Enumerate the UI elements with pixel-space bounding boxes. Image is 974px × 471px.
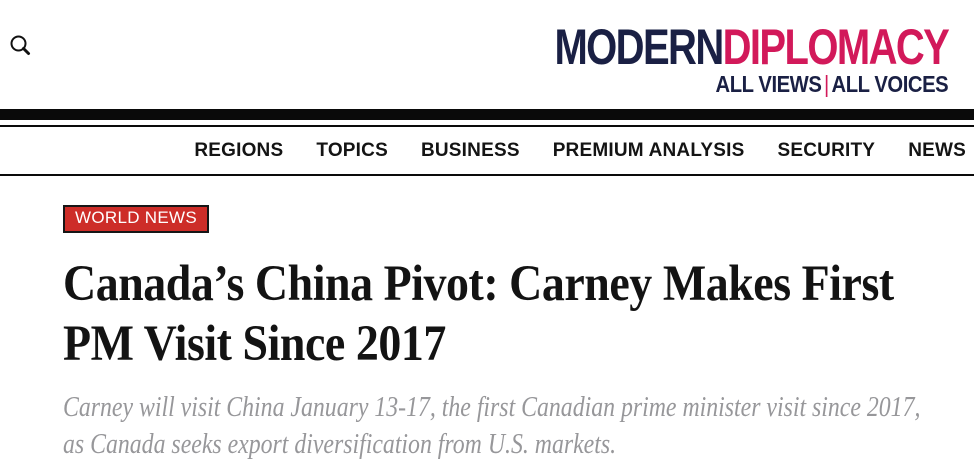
nav-item-security[interactable]: SECURITY [777,139,876,161]
site-header [0,0,974,109]
nav-item-premium-analysis[interactable]: PREMIUM ANALYSIS [552,139,745,161]
search-button[interactable] [8,34,32,58]
nav-item-news[interactable]: NEWS [908,139,966,161]
category-badge[interactable]: WORLD NEWS [63,205,209,233]
logo-text-modern: MODERN [554,19,723,75]
article-title-line2: PM Visit Since 2017 [63,316,446,372]
search-icon [9,34,31,56]
main-navigation [0,125,974,176]
article-title [63,254,894,374]
tagline-separator: | [823,71,829,97]
article-subtitle [63,389,921,463]
logo-tagline [515,71,948,98]
nav-item-topics[interactable]: TOPICS [316,139,388,161]
logo-wordmark [554,19,948,75]
nav-item-regions[interactable]: REGIONS [194,139,284,161]
header-divider-bar [0,109,974,120]
article-title-line1: Canada’s China Pivot: Carney Makes First [63,256,894,312]
article-hero [0,176,974,463]
article-subtitle-line1: Carney will visit China January 13-17, the first Canadian prime minister visit since 2017, [63,392,921,423]
logo-text-diplomacy: DIPLOMACY [722,19,948,75]
tagline-right: ALL VOICES [831,71,948,97]
article-subtitle-line2: as Canada seeks export diversification from U.S. markets. [63,429,617,460]
tagline-left: ALL VIEWS [715,71,822,97]
site-logo[interactable] [456,19,948,98]
nav-item-business[interactable]: BUSINESS [420,139,520,161]
